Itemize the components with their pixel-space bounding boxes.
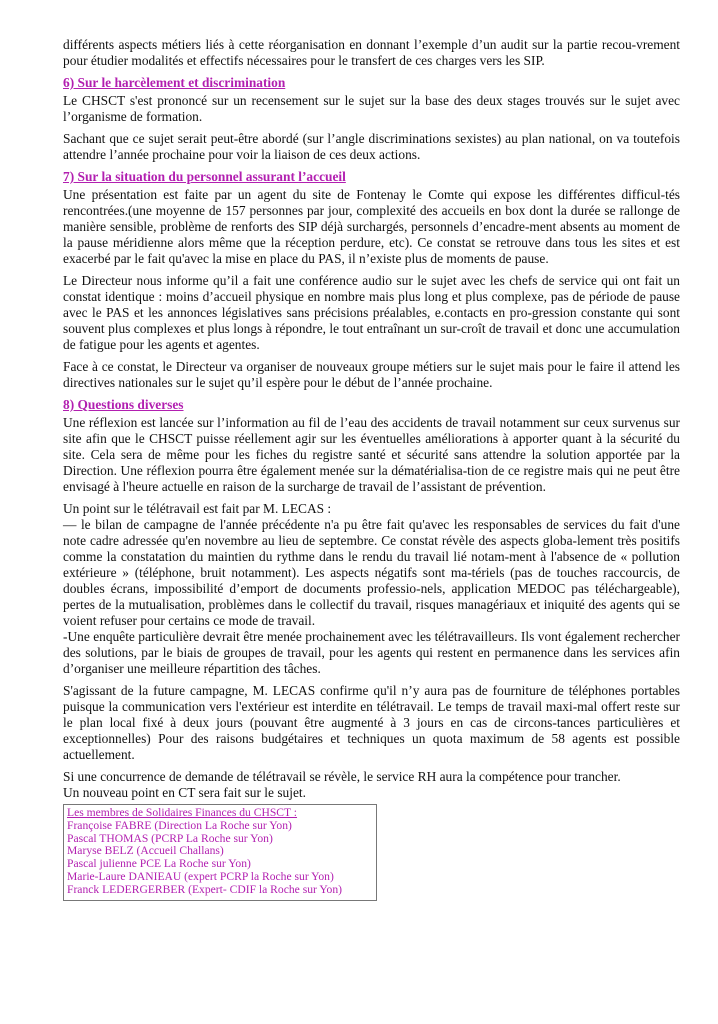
- section-8-paragraph-3: — le bilan de campagne de l'année précédente n'a pu être fait qu'avec les responsables de services du fait d'une note cadre adressée qu'en novembre au lieu de septembre. Ce constat révèle des aspects globa-lement très positifs comme la constatation du maintien du rythme dans le rendu du travail lié notam-ment à l'absence de « pollution extérieure » (téléphone, bruit notamment). Les aspects négatifs sont ma-tériels (pas de touches raccourcis, de doubles écrans, impossibilité d’emport de documents professio-nels, application MEDOC pas téléchargeable), pertes de la mutualisation, problèmes dans le collectif du travail, risques managériaux et iniquité des agents qui se voient refuser pour certains ce mode de travail.: [63, 517, 680, 628]
- section-6-paragraph-1: Le CHSCT s'est prononcé sur un recensement sur le sujet sur la base des deux stages trouvés sur le sujet avec l’organisme de formation.: [63, 93, 680, 124]
- members-heading: Les membres de Solidaires Finances du CHSCT :: [67, 806, 298, 819]
- section-8-paragraph-5: S'agissant de la future campagne, M. LECAS confirme qu'il n’y aura pas de fourniture de téléphones portables puisque la communication vers l'extérieur est interdite en télétravail. Le temps de travail maxi-mal offert reste sur le plan local fixé à deux jours (pouvant être augmenté à 3 jours en cas de circons-tances particulières et exceptionnelles) Pour des raisons budgétaires et techniques un quota maximum de 58 agents est possible actuellement.: [63, 683, 680, 762]
- member-item: Franck LEDERGERBER (Expert- CDIF la Roche sur Yon): [67, 882, 342, 896]
- members-box: [63, 804, 377, 901]
- section-8-paragraph-2: Un point sur le télétravail est fait par M. LECAS :: [63, 501, 332, 516]
- member-item: Maryse BELZ (Accueil Challans): [67, 844, 224, 858]
- section-7-heading: 7) Sur la situation du personnel assurant l’accueil: [63, 169, 346, 184]
- section-8-paragraph-7: Un nouveau point en CT sera fait sur le sujet.: [63, 785, 306, 800]
- section-8-paragraph-6: Si une concurrence de demande de télétravail se révèle, le service RH aura la compétence pour trancher.: [63, 769, 621, 784]
- document-page: [63, 37, 680, 901]
- section-6-heading: 6) Sur le harcèlement et discrimination: [63, 75, 286, 90]
- section-7-paragraph-2: Le Directeur nous informe qu’il a fait une conférence audio sur le sujet avec les chefs de service qui ont fait un constat identique : moins d’accueil physique en nombre mais plus long et plus complexe, pas de période de pause avec le PAS et les annonces législatives sans précisions préalables, e.contacts en pro-gression constante qui sont souvent plus complexes et plus longs à répondre, le tout entraînant un sur-croît de travail et donc une accumulation de fatigue pour les agents et agentes.: [63, 273, 680, 352]
- section-8-heading: 8) Questions diverses: [63, 397, 184, 412]
- member-item: Marie-Laure DANIEAU (expert PCRP la Roche sur Yon): [67, 869, 334, 883]
- member-item: Pascal julienne PCE La Roche sur Yon): [67, 857, 251, 871]
- member-item: Pascal THOMAS (PCRP La Roche sur Yon): [67, 831, 273, 845]
- member-item: Françoise FABRE (Direction La Roche sur Yon): [67, 818, 292, 832]
- intro-paragraph: différents aspects métiers liés à cette réorganisation en donnant l’exemple d’un audit sur la partie recou-vrement pour étudier modalités et effectifs nécessaires pour le transfert de ces charges vers les SIP.: [63, 37, 680, 68]
- section-6-paragraph-2: Sachant que ce sujet serait peut-être abordé (sur l’angle discriminations sexistes) au plan national, on va toutefois attendre l’année prochaine pour voir la liaison de ces deux actions.: [63, 131, 680, 162]
- section-7-paragraph-1: Une présentation est faite par un agent du site de Fontenay le Comte qui expose les différentes difficul-tés rencontrées.(une moyenne de 157 personnes par jour, complexité des accueils en box dont la durée se rallonge de manière sensible, problème de renforts des SIP déjà surchargés, personnels d’encadre-ment absents au moment de la pause méridienne alors même que la réception perdure, etc). Ce constat se retrouve dans tous les sites et est exacerbé par le fait qu'avec la mise en place du PAS, il n’existe plus de moments de pause.: [63, 187, 680, 266]
- section-8-paragraph-1: Une réflexion est lancée sur l’information au fil de l’eau des accidents de travail notamment sur ceux survenus sur site afin que le CHSCT puisse réellement agir sur les éventuelles améliorations à apporter quant à la sécurité du site. Cela sera de même pour les fiches du registre santé et sécurité sans attendre la solution apportée par la Direction. Une réflexion pourra être également menée sur la dématérialisa-tion de ce registre mais qui ne peut être envisagé à l'heure actuelle en raison de la surcharge de travail de l’assistant de prévention.: [63, 415, 680, 494]
- section-7-paragraph-3: Face à ce constat, le Directeur va organiser de nouveaux groupe métiers sur le sujet mais pour le faire il attend les directives nationales sur le sujet qu’il espère pour le début de l’année prochaine.: [63, 359, 680, 390]
- section-8-paragraph-4: -Une enquête particulière devrait être menée prochainement avec les télétravailleurs. Ils vont également rechercher des solutions, par le biais de groupes de travail, pour les agents qui restent en permanence dans les services afin d’organiser une meilleure répartition des tâches.: [63, 629, 680, 676]
